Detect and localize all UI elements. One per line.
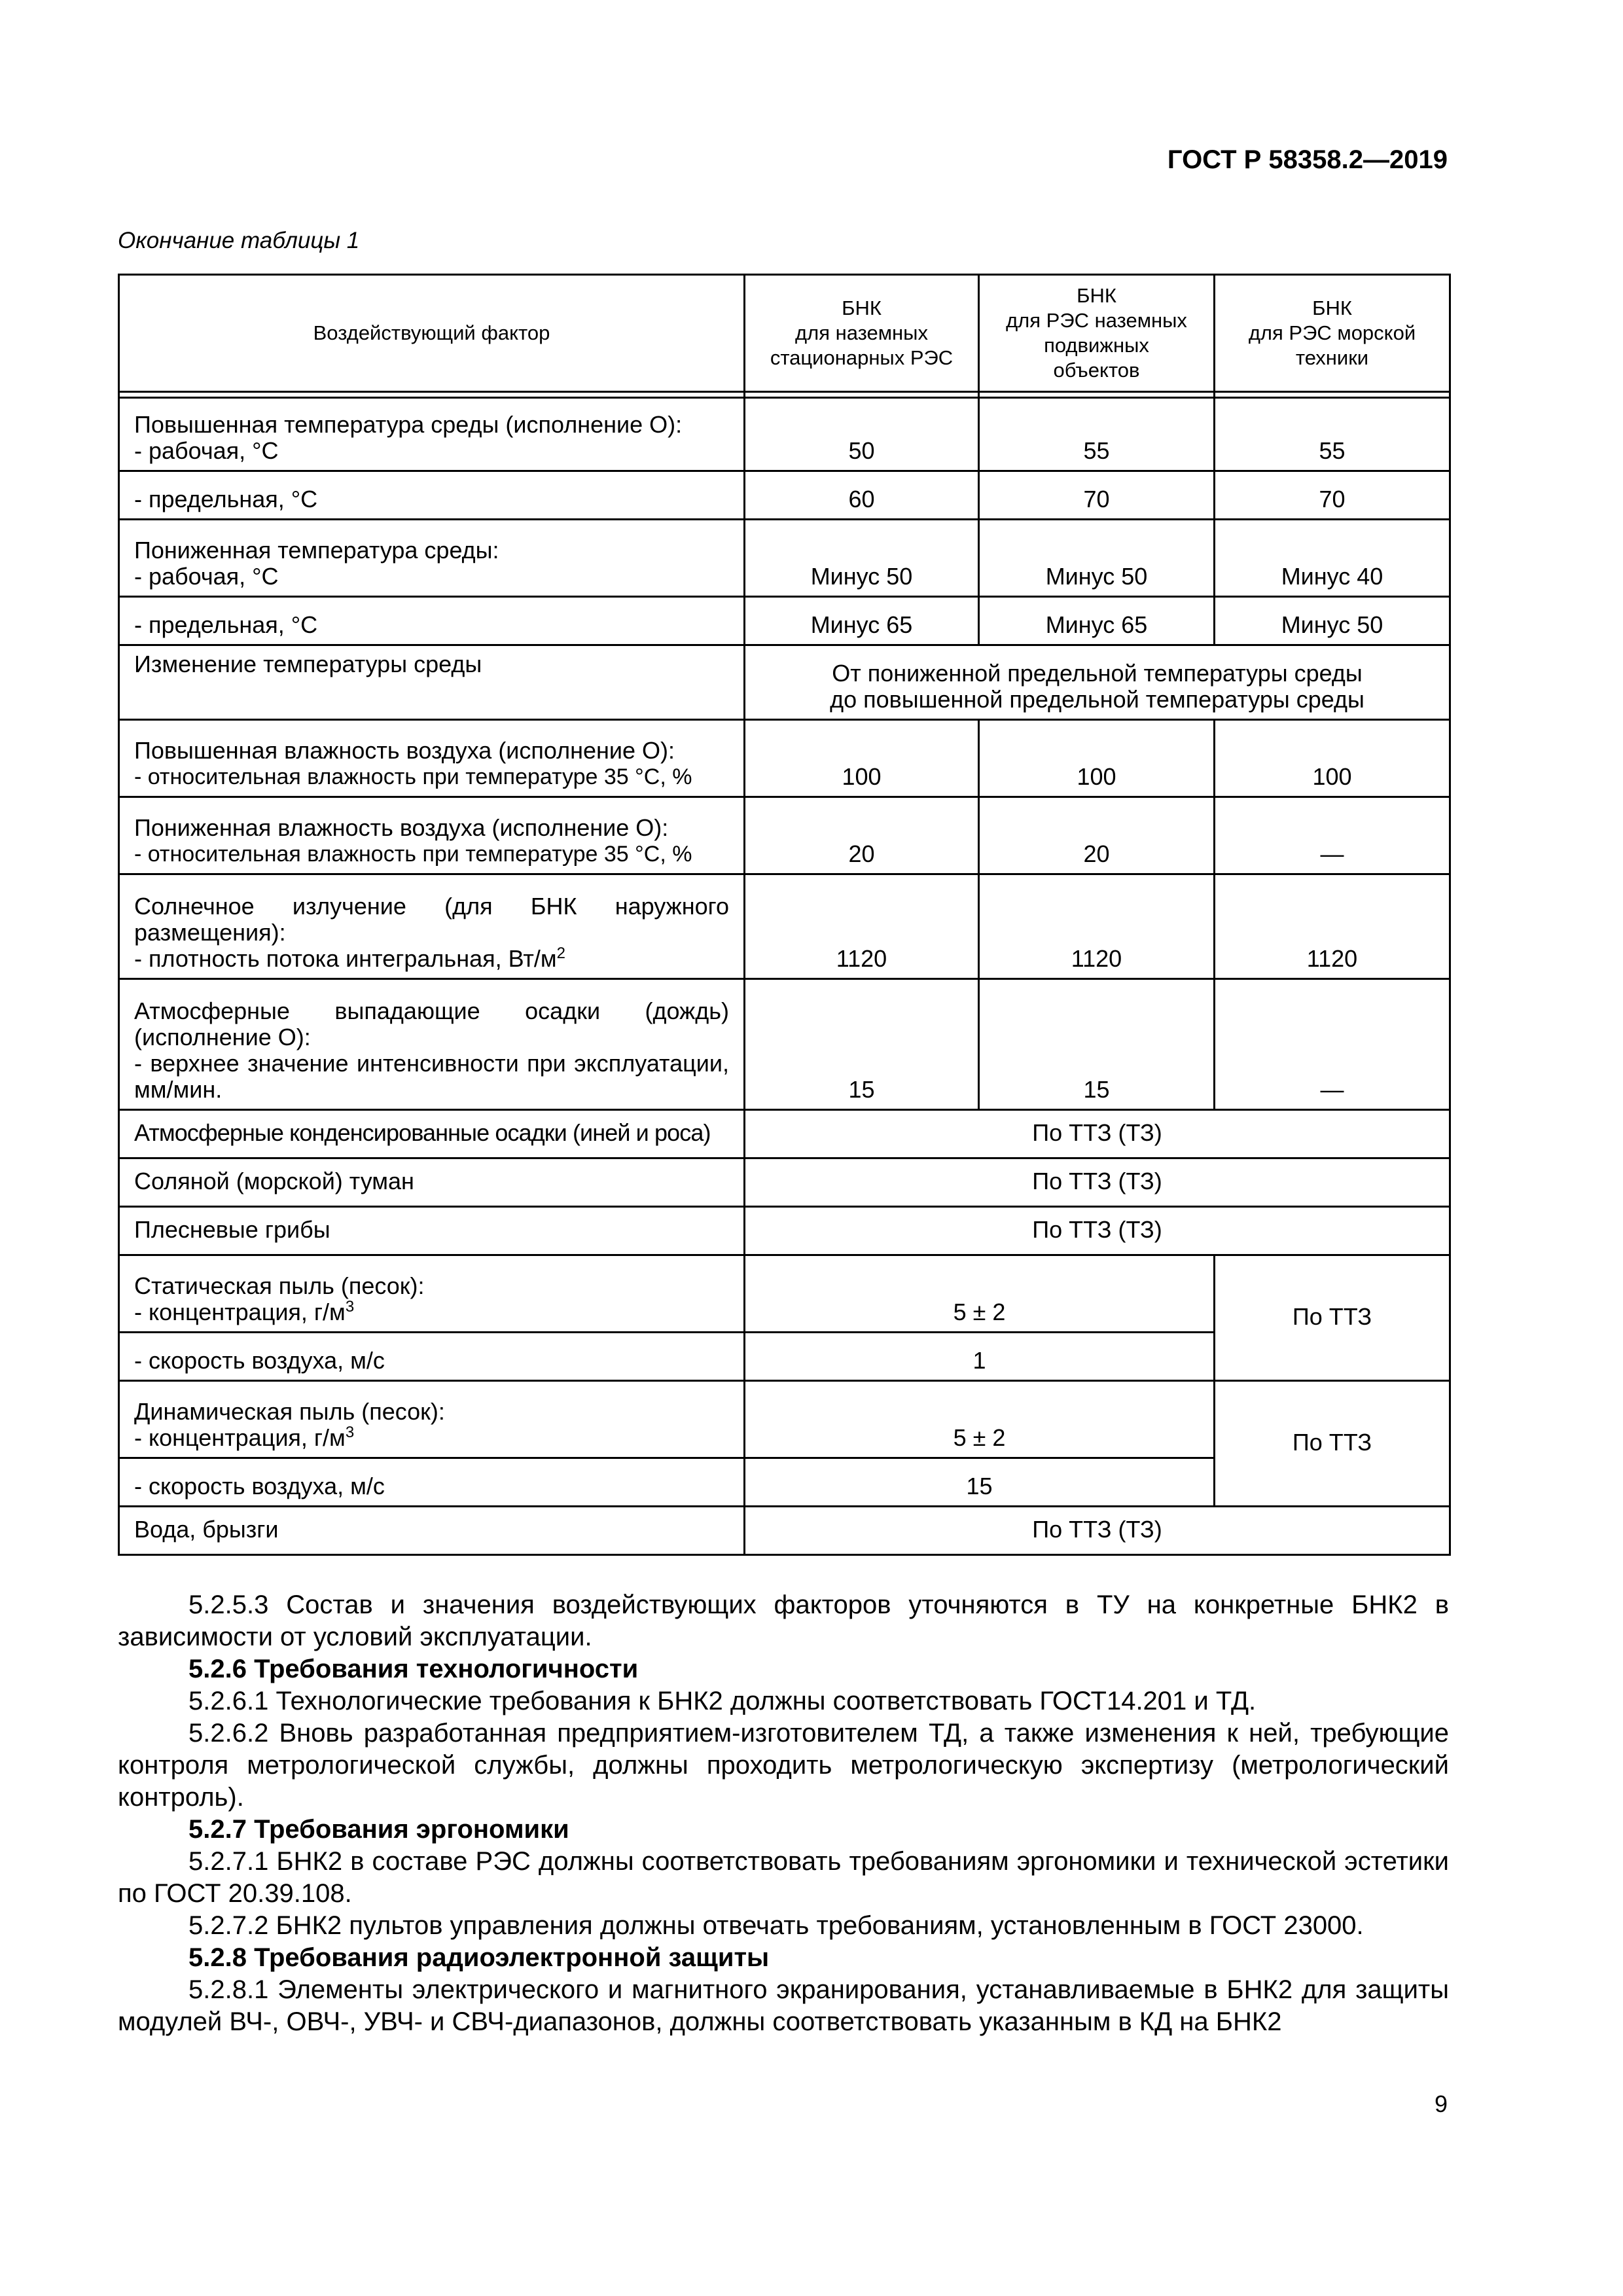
row-sublabel: - концентрация, $г/м^3$ [134, 1424, 355, 1451]
section-heading: 5.2.6 Требования технологичности [188, 1655, 639, 1683]
section-heading: 5.2.7 Требования эргономики [188, 1815, 569, 1844]
table-row [119, 874, 1450, 979]
table-cell-merged: По ТТЗ [1215, 1381, 1450, 1507]
table-cell-merged: По ТТЗ (ТЗ) [745, 1110, 1450, 1158]
table-cell-merged: По ТТЗ [1215, 1255, 1450, 1381]
table-cell: Минус 50 [979, 520, 1215, 597]
table-row [119, 979, 1450, 1110]
table-row [119, 1207, 1450, 1255]
table-cell-merged: 5 ± 2 [745, 1381, 1215, 1458]
table-header-row [119, 275, 1450, 392]
table-row [119, 398, 1450, 471]
row-label: Изменение температуры среды [119, 645, 745, 720]
table-cell-merged: 1 [745, 1333, 1215, 1381]
table-cell: 70 [979, 471, 1215, 520]
section-heading: 5.2.8 Требования радиоэлектронной защиты [188, 1943, 770, 1972]
body-text [118, 1589, 1449, 2038]
table-cell: 15 [745, 979, 979, 1110]
table-cell: 100 [1215, 720, 1450, 797]
row-sublabel: - предельная, °С [119, 471, 745, 520]
row-sublabel: - относительная влажность при температуре 35 °С, % [134, 842, 692, 867]
table-cell: 60 [745, 471, 979, 520]
table-cell-merged: По ТТЗ (ТЗ) [745, 1207, 1450, 1255]
table-cell: 55 [979, 398, 1215, 471]
table-row [119, 471, 1450, 520]
header-factor: Воздействующий фактор [119, 275, 745, 392]
row-sublabel: - верхнее значение интенсивности при эксплуатации, мм/мин. [134, 1050, 729, 1103]
table-row [119, 1158, 1450, 1207]
row-sublabel: - скорость воздуха, м/с [119, 1333, 745, 1381]
row-sublabel: - предельная, °С [119, 597, 745, 645]
row-sublabel: - концентрация, $г/м^3$ [134, 1298, 355, 1325]
table-cell: 1120 [979, 874, 1215, 979]
row-sublabel: - относительная влажность при температуре 35 °С, % [134, 764, 692, 789]
table-row [119, 1507, 1450, 1555]
table-row [119, 645, 1450, 720]
row-label: Атмосферные выпадающие осадки (дождь) (исполнение О): [134, 997, 729, 1050]
paragraph: 5.2.6.2 Вновь разработанная предприятием-изготовителем ТД, а также изменения к ней, требующие контроля метрологической службы, должны проходить метрологическую экспертизу (метрологический контроль). [118, 1719, 1449, 1812]
table-row [119, 720, 1450, 797]
table-row [119, 1381, 1450, 1458]
row-label: Статическая пыль (песок): [134, 1272, 425, 1299]
table-cell: 55 [1215, 398, 1450, 471]
table-row [119, 797, 1450, 874]
table-cell: Минус 40 [1215, 520, 1450, 597]
table-cell: 1120 [1215, 874, 1450, 979]
table-cell-merged: От пониженной предельной температуры среды до повышенной предельной температуры среды [745, 645, 1450, 720]
table-cell: 1120 [745, 874, 979, 979]
table-cell: Минус 65 [745, 597, 979, 645]
table-cell: 20 [745, 797, 979, 874]
row-label: Повышенная влажность воздуха (исполнение О): [134, 737, 675, 764]
row-label: Солнечное излучение (для БНК наружного размещения): [134, 893, 729, 946]
row-label: Атмосферные конденсированные осадки (иней и роса) [119, 1110, 745, 1158]
page-number: 9 [1434, 2090, 1448, 2117]
row-label: Вода, брызги [119, 1507, 745, 1555]
table-cell: 20 [979, 797, 1215, 874]
row-sublabel: - рабочая, °С [134, 563, 279, 590]
paragraph: 5.2.6.1 Технологические требования к БНК2 должны соответствовать ГОСТ14.201 и ТД. [188, 1687, 1257, 1715]
row-label: Пониженная температура среды: [134, 537, 499, 564]
table-cell-merged: 15 [745, 1458, 1215, 1507]
table-continuation-caption: Окончание таблицы 1 [118, 228, 360, 253]
paragraph: 5.2.5.3 Состав и значения воздействующих факторов уточняются в ТУ на конкретные БНК2 в зависимости от условий эксплуатации. [118, 1590, 1449, 1651]
standard-code: ГОСТ Р 58358.2—2019 [1167, 145, 1448, 174]
table-cell: 15 [979, 979, 1215, 1110]
table-cell: — [1215, 797, 1450, 874]
row-label: Пониженная влажность воздуха (исполнение О): [134, 814, 669, 841]
table-cell: 100 [979, 720, 1215, 797]
table-cell: 70 [1215, 471, 1450, 520]
row-sublabel: - плотность потока интегральная, $Вт/м^2$ [134, 944, 566, 972]
table-row [119, 520, 1450, 597]
table-row [119, 1110, 1450, 1158]
environment-factors-table [118, 274, 1451, 1556]
table-row [119, 597, 1450, 645]
table-cell-merged: 5 ± 2 [745, 1255, 1215, 1333]
table-cell: 50 [745, 398, 979, 471]
header-col-marine: БНК для РЭС морской техники [1215, 275, 1450, 392]
table-cell-merged: По ТТЗ (ТЗ) [745, 1158, 1450, 1207]
header-col-mobile: БНК для РЭС наземных подвижных объектов [979, 275, 1215, 392]
paragraph: 5.2.8.1 Элементы электрического и магнитного экранирования, устанавливаемые в БНК2 для защиты модулей ВЧ-, ОВЧ-, УВЧ- и СВЧ-диапазонов, должны соответствовать указанным в КД на БНК2 [118, 1975, 1449, 2036]
row-label: Плесневые грибы [119, 1207, 745, 1255]
row-label: Соляной (морской) туман [119, 1158, 745, 1207]
table-cell: Минус 65 [979, 597, 1215, 645]
row-label: Повышенная температура среды (исполнение О): [134, 411, 683, 438]
table-cell-merged: По ТТЗ (ТЗ) [745, 1507, 1450, 1555]
table-cell: Минус 50 [745, 520, 979, 597]
row-label: Динамическая пыль (песок): [134, 1398, 445, 1425]
row-sublabel: - рабочая, °С [134, 437, 279, 464]
table-cell: Минус 50 [1215, 597, 1450, 645]
paragraph: 5.2.7.1 БНК2 в составе РЭС должны соответствовать требованиям эргономики и технической эстетики по ГОСТ 20.39.108. [118, 1847, 1449, 1908]
paragraph: 5.2.7.2 БНК2 пультов управления должны отвечать требованиям, установленным в ГОСТ 23000. [188, 1911, 1364, 1940]
row-sublabel: - скорость воздуха, м/с [119, 1458, 745, 1507]
table-cell: 100 [745, 720, 979, 797]
header-col-stationary: БНК для наземных стационарных РЭС [745, 275, 979, 392]
table-cell: — [1215, 979, 1450, 1110]
table-row [119, 1255, 1450, 1333]
